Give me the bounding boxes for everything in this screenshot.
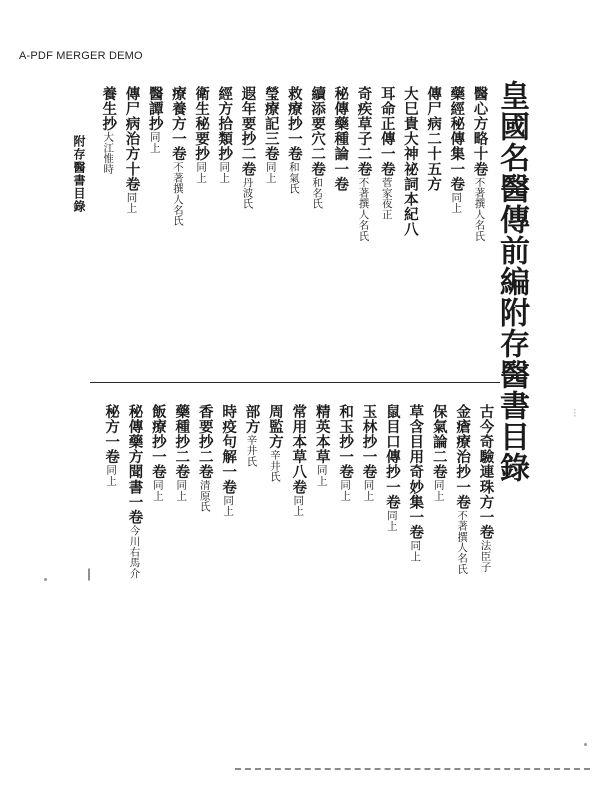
- entry-title: 耳命正傳一卷: [378, 86, 396, 177]
- entry-annotation: 同上: [362, 479, 375, 501]
- entry-annotation: 今川右馬介: [128, 524, 141, 579]
- entry-column: [244, 404, 259, 466]
- entry-title: 續添要穴二卷: [309, 86, 327, 177]
- entry-column: [104, 404, 119, 486]
- entry-column: [478, 404, 493, 572]
- entry-title: 周監方: [266, 404, 284, 450]
- entry-annotation: 同上: [292, 494, 305, 517]
- entry-column: [310, 86, 325, 209]
- entry-title: 部方: [243, 404, 261, 435]
- entry-annotation: 不著撰人名氏: [456, 509, 469, 574]
- entry-title: 保氣論二卷: [430, 404, 448, 480]
- entry-title: 傳尸病二十五方: [425, 86, 443, 192]
- entry-column: [174, 404, 189, 501]
- entry-annotation: 和名氏: [311, 176, 324, 209]
- entry-column: [240, 86, 255, 209]
- scan-dot: [44, 578, 47, 581]
- entry-annotation: 同上: [385, 509, 398, 532]
- entry-title: 大巳貴大神祕詞本紀八: [401, 86, 419, 237]
- entry-title: 金瘡療治抄一卷: [454, 404, 472, 510]
- entry-annotation: 同上: [195, 161, 208, 183]
- margin-mark: ⁝: [573, 406, 577, 420]
- entry-title: 玉林抄一卷: [360, 404, 378, 480]
- entry-column: [124, 86, 139, 213]
- entry-title: 古今奇驗連珠方一卷: [477, 404, 495, 540]
- entry-annotation: 同上: [222, 494, 235, 517]
- entry-column: [333, 86, 348, 192]
- entry-column: [384, 404, 399, 531]
- page-title: 皇國名醫傳前編附存醫書目錄: [494, 80, 529, 483]
- entry-column: [217, 86, 232, 183]
- entry-title: 救療抄一卷: [285, 86, 303, 162]
- entry-title: 秘傳藥方聞書一卷: [126, 404, 144, 525]
- entry-title: 奇疾草子二卷: [355, 86, 373, 177]
- entry-column: [402, 86, 417, 237]
- entry-title: 療養方一卷: [169, 86, 187, 162]
- entry-title: 遐年要抄二卷: [239, 86, 257, 177]
- entry-column: [361, 404, 376, 501]
- entry-title: 飯療抄一卷: [149, 404, 167, 480]
- entry-column: [197, 404, 212, 512]
- entry-column: [314, 404, 329, 486]
- entry-column: [221, 404, 236, 516]
- entry-column: [267, 404, 282, 481]
- entry-title: 時疫句解一卷: [220, 404, 238, 495]
- entry-column: [263, 86, 278, 183]
- scan-dot: [584, 743, 587, 746]
- entry-annotation: 同上: [264, 161, 277, 183]
- entry-title: 衛生秘要抄: [193, 86, 211, 162]
- entry-column: [426, 86, 441, 192]
- entry-title: 和玉抄一卷: [337, 404, 355, 480]
- entry-annotation: 不著撰人名氏: [171, 161, 184, 226]
- entry-annotation: 同上: [105, 464, 118, 486]
- entry-column: [127, 404, 142, 578]
- entry-title: 鼠目口傳抄一卷: [383, 404, 401, 510]
- entry-column: [408, 404, 423, 561]
- entry-title: 經方拾類抄: [216, 86, 234, 162]
- entry-annotation: 同上: [409, 539, 422, 562]
- entry-column: [379, 86, 394, 219]
- scan-artifact-line: [235, 768, 590, 770]
- entry-annotation: 同上: [339, 479, 352, 501]
- entry-column: [431, 404, 446, 501]
- entry-title: 藥經秘傳集一卷: [448, 86, 466, 192]
- entry-annotation: 法臣子: [479, 539, 492, 573]
- entry-annotation: 同上: [151, 479, 164, 501]
- entry-annotation: 同上: [432, 479, 445, 501]
- entry-column: [449, 86, 464, 213]
- entry-annotation: 不著撰人名氏: [473, 176, 486, 241]
- entry-annotation: 辛井氏: [268, 449, 281, 482]
- entry-annotation: 丹波氏: [241, 176, 254, 209]
- entry-title: 草含目用奇妙集一卷: [407, 404, 425, 540]
- entry-title: 秘方一卷: [103, 404, 121, 465]
- entry-title: 香要抄二卷: [196, 404, 214, 480]
- entry-annotation: 大江惟時: [102, 131, 115, 175]
- entry-annotation: 辛井氏: [245, 434, 258, 467]
- entry-column: [101, 86, 116, 174]
- section-divider: [90, 382, 500, 383]
- entry-annotation: 菅家夜正: [380, 176, 393, 220]
- entry-column: [194, 86, 209, 183]
- entry-annotation: 同上: [175, 479, 188, 501]
- watermark: A-PDF MERGER DEMO: [19, 50, 143, 62]
- entry-column: [147, 86, 162, 153]
- entry-title: 傳尸病治方十卷: [123, 86, 141, 192]
- entry-column: [150, 404, 165, 501]
- entry-annotation: 同上: [218, 161, 231, 183]
- entry-column: [286, 86, 301, 194]
- entry-annotation: 清原氏: [198, 479, 211, 512]
- entry-title: 醫心方略十卷: [471, 86, 489, 177]
- entry-title: 常用本草八卷: [290, 404, 308, 495]
- entry-title: 藥種抄二卷: [173, 404, 191, 480]
- entry-column: [356, 86, 371, 241]
- entry-column: [291, 404, 306, 516]
- entry-column: [455, 404, 470, 574]
- entry-title: 秘傳藥種論一卷: [332, 86, 350, 192]
- entry-annotation: 同上: [315, 464, 328, 486]
- entry-column: [170, 86, 185, 226]
- page-number-mark: [89, 569, 90, 581]
- entry-column: [338, 404, 353, 501]
- entry-annotation: 和氣氏: [287, 161, 300, 194]
- entry-annotation: 不著撰人名氏: [357, 176, 370, 241]
- entry-column: [472, 86, 487, 241]
- entry-title: 瑩療記三卷: [262, 86, 280, 162]
- entry-annotation: 同上: [125, 191, 138, 214]
- entry-annotation: 同上: [148, 131, 161, 153]
- entry-title: 精英本草: [313, 404, 331, 465]
- entry-annotation: 同上: [450, 191, 463, 214]
- entry-title: 養生抄: [100, 86, 118, 132]
- entry-title: 醫譚抄: [146, 86, 164, 132]
- margin-label: 附存醫書目錄: [72, 135, 86, 213]
